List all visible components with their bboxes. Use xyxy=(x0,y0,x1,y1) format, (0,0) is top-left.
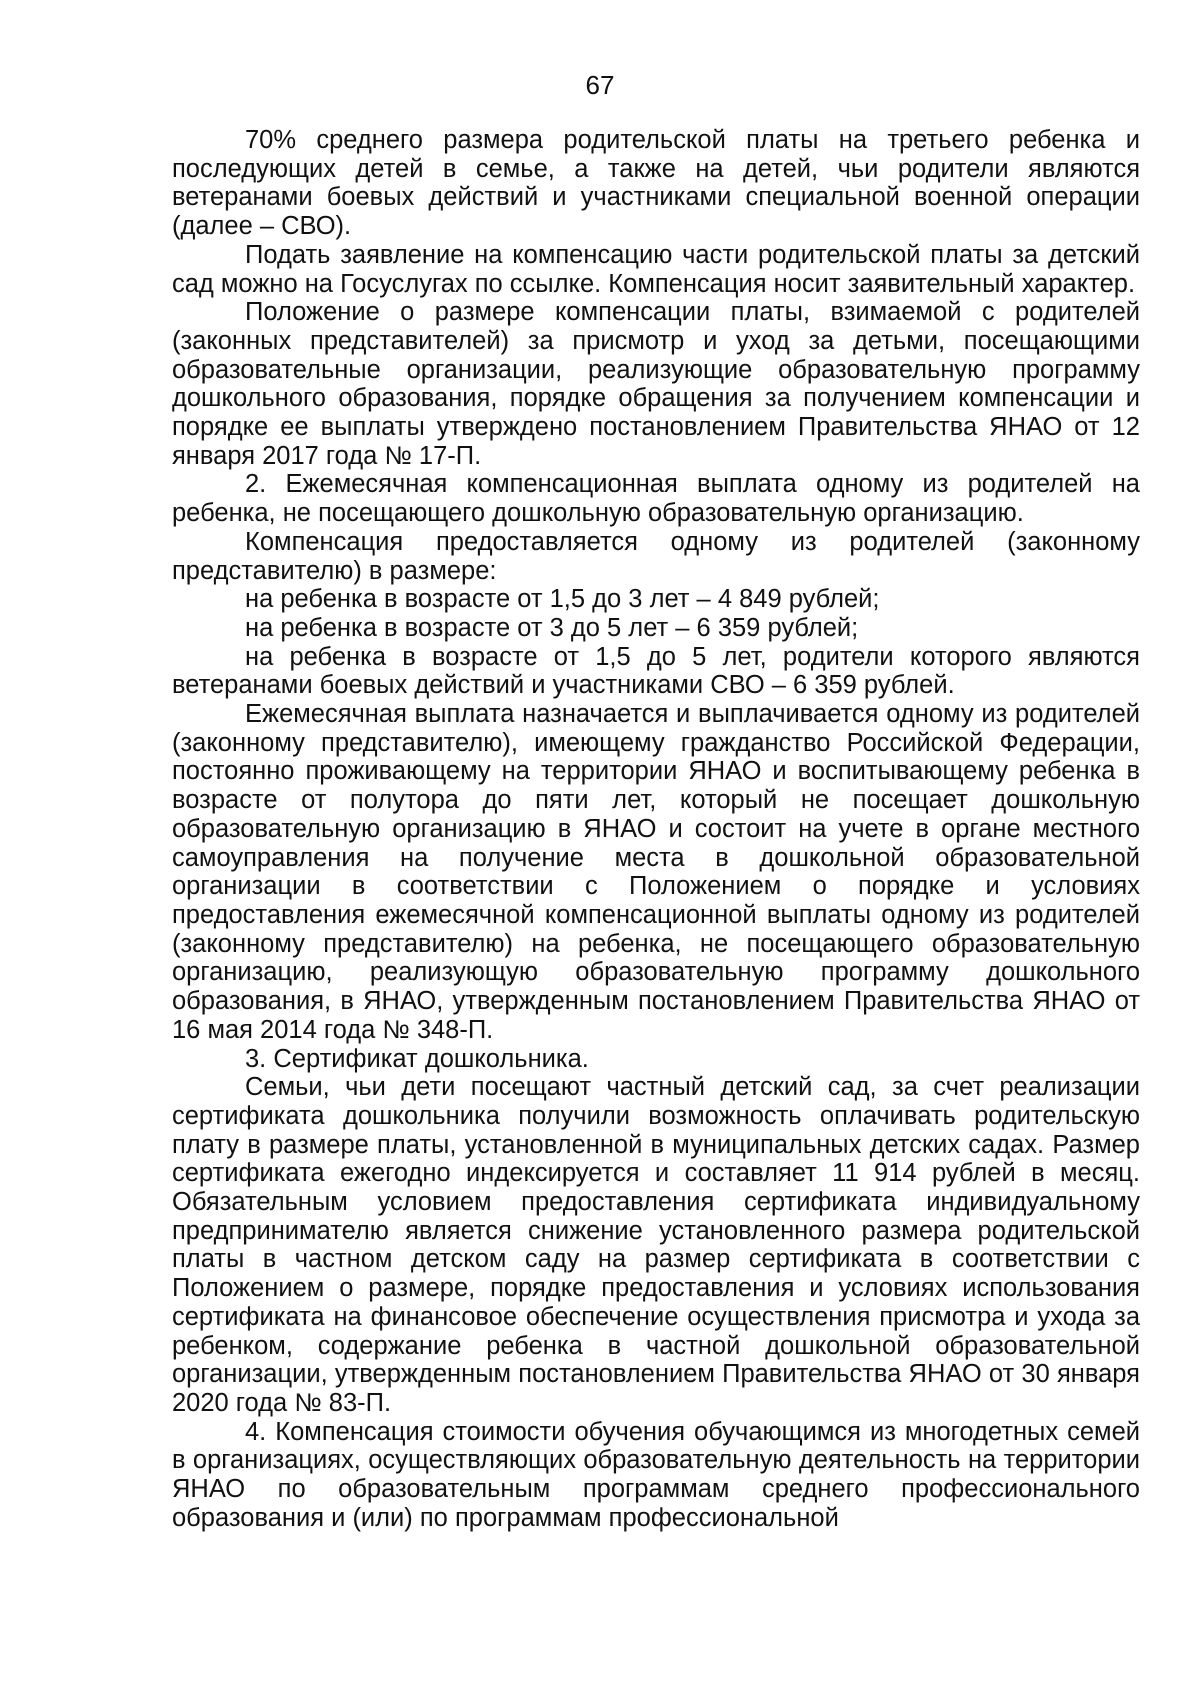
list-item-age-3-to-5: на ребенка в возрасте от 3 до 5 лет – 6 359 рублей; xyxy=(245,613,859,642)
paragraph-compensation-70-percent: 70% среднего размера родительской платы на третьего ребенка и последующих детей в семье, а также на детей, чьи родители являются ветеранами боевых действий и участниками специальной военной операции (далее – СВО). xyxy=(172,126,1140,241)
paragraph-gosuslugi-application: Подать заявление на компенсацию части родительской платы за детский сад можно на Госуслугах по ссылке. Компенсация носит заявительный характер. xyxy=(172,240,1140,298)
paragraph-compensation-regulation: Положение о размере компенсации платы, взимаемой с родителей (законных представителей) за присмотр и уход за детьми, посещающими образовательные организации, реализующие образовательную программу дошкольного образования, порядке обращения за получением компенсации и порядке ее выплаты утверждено постановлением Правительства ЯНАО от 12 января 2017 года № 17-П. xyxy=(172,298,1140,470)
document-body xyxy=(172,126,1140,1532)
list-item-veterans-svo: на ребенка в возрасте от 1,5 до 5 лет, родители которого являются ветеранами боевых действий и участниками СВО – 6 359 рублей. xyxy=(172,642,1140,700)
paragraph-monthly-payment-conditions: Ежемесячная выплата назначается и выплачивается одному из родителей (законному представителю), имеющему гражданство Российской Федерации, постоянно проживающему на территории ЯНАО и воспитывающему ребенка в возрасте от полутора до пяти лет, который не посещает дошкольную образовательную организацию в ЯНАО и состоит на учете в органе местного самоуправления на получение места в дошкольной образовательной организации в соответствии с Положением о порядке и условиях предоставления ежемесячной компенсационной выплаты одному из родителей (законному представителю) на ребенка, не посещающего образовательную организацию, реализующую образовательную программу дошкольного образования, в ЯНАО, утвержденным постановлением Правительства ЯНАО от 16 мая 2014 года № 348-П. xyxy=(172,700,1140,1044)
list-item-age-1-5-to-3: на ребенка в возрасте от 1,5 до 3 лет – 4 849 рублей; xyxy=(245,585,880,614)
paragraph-preschool-certificate: Семьи, чьи дети посещают частный детский сад, за счет реализации сертификата дошкольника получили возможность оплачивать родительскую плату в размере платы, установленной в муниципальных детских садах. Размер сертификата ежегодно индексируется и составляет 11 914 рублей в месяц. Обязательным условием предоставления сертификата индивидуальному предпринимателю является снижение установленного размера родительской платы в частном детском саду на размер сертификата в соответствии с Положением о размере, порядке предоставления и условиях использования сертификата на финансовое обеспечение осуществления присмотра и ухода за ребенком, содержание ребенка в частной дошкольной образовательной организации, утвержденным постановлением Правительства ЯНАО от 30 января 2020 года № 83-П. xyxy=(172,1073,1140,1417)
page-number: 67 xyxy=(585,70,615,100)
section-4-heading: 4. Компенсация стоимости обучения обучающимся из многодетных семей в организациях, осуществляющих образовательную деятельность на территории ЯНАО по образовательным программам среднего профессионального образования и (или) по программам профессиональной xyxy=(172,1417,1140,1532)
section-2-heading: 2. Ежемесячная компенсационная выплата одному из родителей на ребенка, не посещающего дошкольную образовательную организацию. xyxy=(172,470,1140,528)
section-3-heading: 3. Сертификат дошкольника. xyxy=(245,1044,589,1073)
paragraph-compensation-amount-intro: Компенсация предоставляется одному из родителей (законному представителю) в размере: xyxy=(172,527,1140,585)
